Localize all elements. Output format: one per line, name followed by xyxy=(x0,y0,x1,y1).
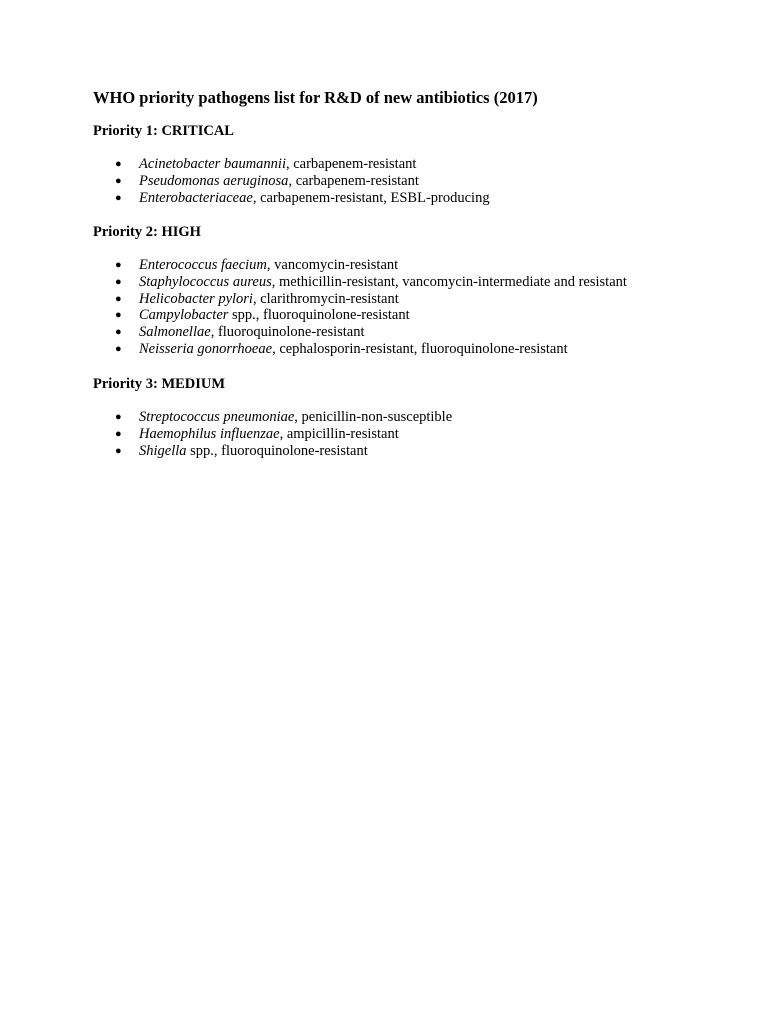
bullet-icon: ● xyxy=(115,292,122,305)
item-text xyxy=(139,257,398,274)
resistance-detail: , carbapenem-resistant xyxy=(288,172,419,189)
bullet-icon: ● xyxy=(115,427,122,440)
bullet-icon: ● xyxy=(115,342,122,355)
item-text xyxy=(139,409,452,426)
bullet-icon: ● xyxy=(115,158,122,170)
item-text xyxy=(139,341,568,358)
resistance-detail: spp., fluoroquinolone-resistant xyxy=(228,307,410,324)
resistance-detail: , penicillin-non-susceptible xyxy=(294,409,453,425)
species-name: Neisseria gonorrhoeae xyxy=(139,340,273,357)
resistance-detail: , cephalosporin-resistant, fluoroquinolone-resistant xyxy=(272,340,568,357)
item-text xyxy=(139,443,368,460)
resistance-detail: , clarithromycin-resistant xyxy=(252,290,399,307)
species-name: Streptococcus pneumoniae xyxy=(139,409,295,425)
bullet-icon: ● xyxy=(115,326,122,339)
item-text xyxy=(139,426,399,443)
item-text xyxy=(139,291,399,308)
bullet-icon: ● xyxy=(115,444,122,457)
item-text xyxy=(139,173,419,190)
resistance-detail: , methicillin-resistant, vancomycin-intermediate and resistant xyxy=(271,273,627,290)
item-text xyxy=(139,324,365,341)
bullet-icon: ● xyxy=(115,309,122,322)
section-heading-medium: Priority 3: MEDIUM xyxy=(93,376,226,392)
resistance-detail: , carbapenem-resistant, ESBL-producing xyxy=(252,189,490,206)
resistance-detail: , carbapenem-resistant xyxy=(285,156,417,172)
bullet-icon: ● xyxy=(115,275,122,288)
species-name: Staphylococcus aureus xyxy=(139,273,272,290)
resistance-detail: , fluoroquinolone-resistant xyxy=(210,324,365,341)
species-name: Acinetobacter baumannii xyxy=(139,156,286,172)
bullet-icon: ● xyxy=(115,411,122,423)
section-heading-critical: Priority 1: CRITICAL xyxy=(93,123,234,139)
item-text xyxy=(139,274,627,291)
resistance-detail: , vancomycin-resistant xyxy=(266,257,399,273)
item-text xyxy=(139,307,410,324)
resistance-detail: , ampicillin-resistant xyxy=(279,425,399,442)
section-heading-high: Priority 2: HIGH xyxy=(93,224,201,240)
species-name: Helicobacter pylori xyxy=(139,290,253,307)
item-text xyxy=(139,156,416,173)
species-name: Enterobacteriaceae xyxy=(139,189,253,206)
species-name: Shigella xyxy=(139,442,187,459)
resistance-detail: spp., fluoroquinolone-resistant xyxy=(186,442,368,459)
document-title: WHO priority pathogens list for R&D of new antibiotics (2017) xyxy=(93,88,538,107)
species-name: Campylobacter xyxy=(139,307,229,324)
bullet-icon: ● xyxy=(115,174,122,187)
bullet-icon: ● xyxy=(115,191,122,204)
species-name: Salmonellae xyxy=(139,324,211,341)
species-name: Enterococcus faecium xyxy=(139,257,267,273)
bullet-icon: ● xyxy=(115,259,122,271)
item-text xyxy=(139,190,490,207)
species-name: Pseudomonas aeruginosa xyxy=(139,172,289,189)
species-name: Haemophilus influenzae xyxy=(139,425,280,442)
